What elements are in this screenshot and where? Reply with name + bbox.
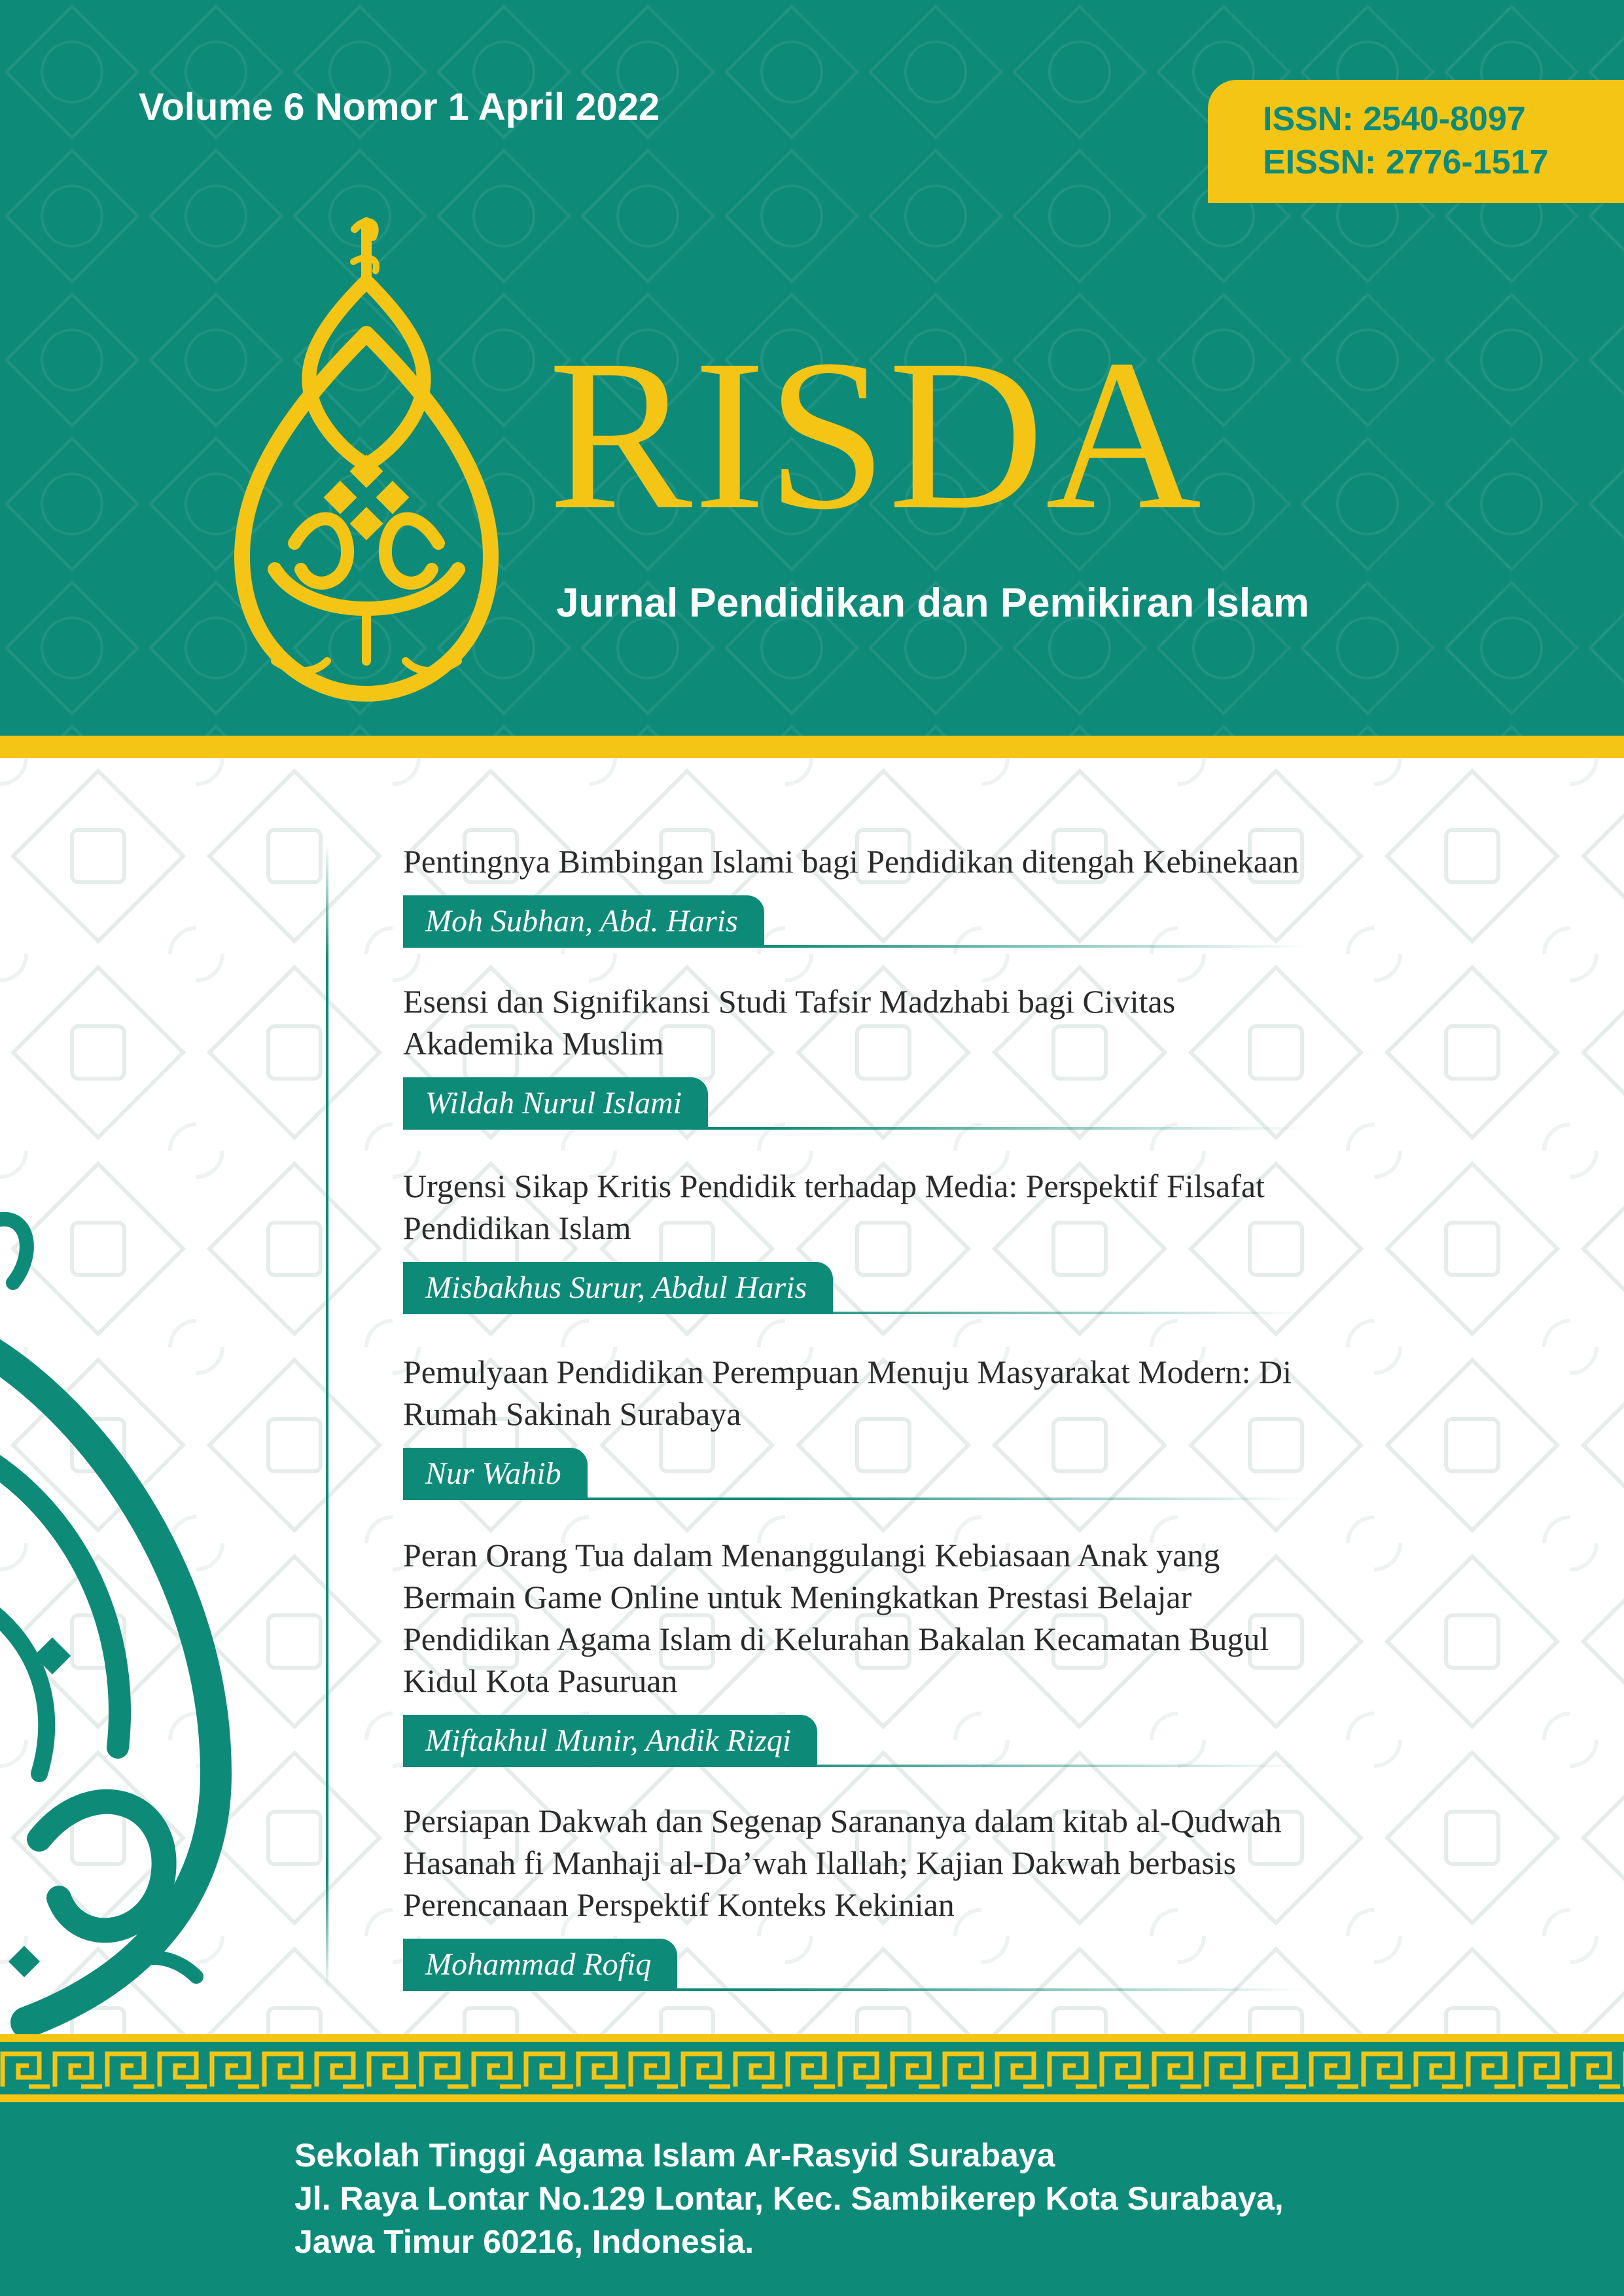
article-item	[403, 1534, 1515, 1767]
issn-print: ISSN: 2540-8097	[1263, 100, 1526, 138]
article-title-line: Urgensi Sikap Kritis Pendidik terhadap Media: Perspektif Filsafat	[403, 1168, 1265, 1204]
article-author-row	[403, 1262, 1515, 1314]
article-title	[403, 1165, 1515, 1249]
article-title-line: Pendidikan Islam	[403, 1210, 631, 1246]
volume-issue: Volume 6 Nomor 1 April 2022	[139, 86, 660, 128]
article-author-row	[403, 1715, 1515, 1767]
article-item	[403, 840, 1515, 948]
article-title-line: Rumah Sakinah Surabaya	[403, 1395, 741, 1432]
article-title-line: Bermain Game Online untuk Meningkatkan Prestasi Belajar	[403, 1579, 1192, 1615]
article-title-line: Akademika Muslim	[403, 1025, 664, 1062]
institution-region: Jawa Timur 60216, Indonesia.	[294, 2223, 754, 2260]
article-title-line: Perencanaan Perspektif Konteks Kekinian	[403, 1886, 955, 1923]
article-item	[403, 1351, 1515, 1500]
article-author-row	[403, 895, 1515, 948]
article-title-line: Peran Orang Tua dalam Menanggulangi Kebiasaan Anak yang	[403, 1537, 1220, 1573]
article-item	[403, 980, 1515, 1130]
article-author-row	[403, 1448, 1515, 1500]
issn-electronic: EISSN: 2776-1517	[1263, 143, 1549, 181]
cover-footer	[0, 2102, 1624, 2296]
article-title-line: Pentingnya Bimbingan Islami bagi Pendidikan ditengah Kebinekaan	[403, 843, 1299, 880]
journal-title: RISDA	[548, 315, 1203, 554]
article-authors: Nur Wahib	[403, 1448, 588, 1500]
article-title-line: Esensi dan Signifikansi Studi Tafsir Madzhabi bagi Civitas	[403, 983, 1176, 1020]
article-item	[403, 1165, 1515, 1314]
greek-key-border-icon	[0, 2034, 1624, 2102]
article-title-line: Pemulyaan Pendidikan Perempuan Menuju Masyarakat Modern: Di	[403, 1354, 1292, 1390]
article-author-row	[403, 1077, 1515, 1130]
article-item	[403, 1800, 1515, 1991]
footer-ornament-border	[0, 2034, 1624, 2102]
article-authors: Miftakhul Munir, Andik Rizqi	[403, 1715, 817, 1767]
article-title-line: Pendidikan Agama Islam di Kelurahan Bakalan Kecamatan Bugul	[403, 1621, 1269, 1657]
article-authors: Misbakhus Surur, Abdul Haris	[403, 1262, 833, 1314]
article-authors: Moh Subhan, Abd. Haris	[403, 895, 764, 948]
article-authors: Mohammad Rofiq	[403, 1939, 677, 1991]
article-title	[403, 1534, 1515, 1702]
article-title-line: Hasanah fi Manhaji al-Da’wah Ilallah; Kajian Dakwah berbasis	[403, 1844, 1237, 1881]
article-title	[403, 980, 1515, 1064]
institution-name: Sekolah Tinggi Agama Islam Ar-Rasyid Surabaya	[294, 2137, 1055, 2174]
institution-address: Jl. Raya Lontar No.129 Lontar, Kec. Sambikerep Kota Surabaya,	[294, 2180, 1284, 2217]
article-title	[403, 1800, 1515, 1926]
article-title	[403, 1351, 1515, 1435]
article-title-line: Kidul Kota Pasuruan	[403, 1662, 678, 1699]
article-authors: Wildah Nurul Islami	[403, 1077, 708, 1130]
article-title	[403, 840, 1515, 882]
article-author-row	[403, 1939, 1515, 1991]
journal-subtitle: Jurnal Pendidikan dan Pemikiran Islam	[556, 581, 1309, 626]
article-title-line: Persiapan Dakwah dan Segenap Sarananya dalam kitab al-Qudwah	[403, 1803, 1282, 1839]
